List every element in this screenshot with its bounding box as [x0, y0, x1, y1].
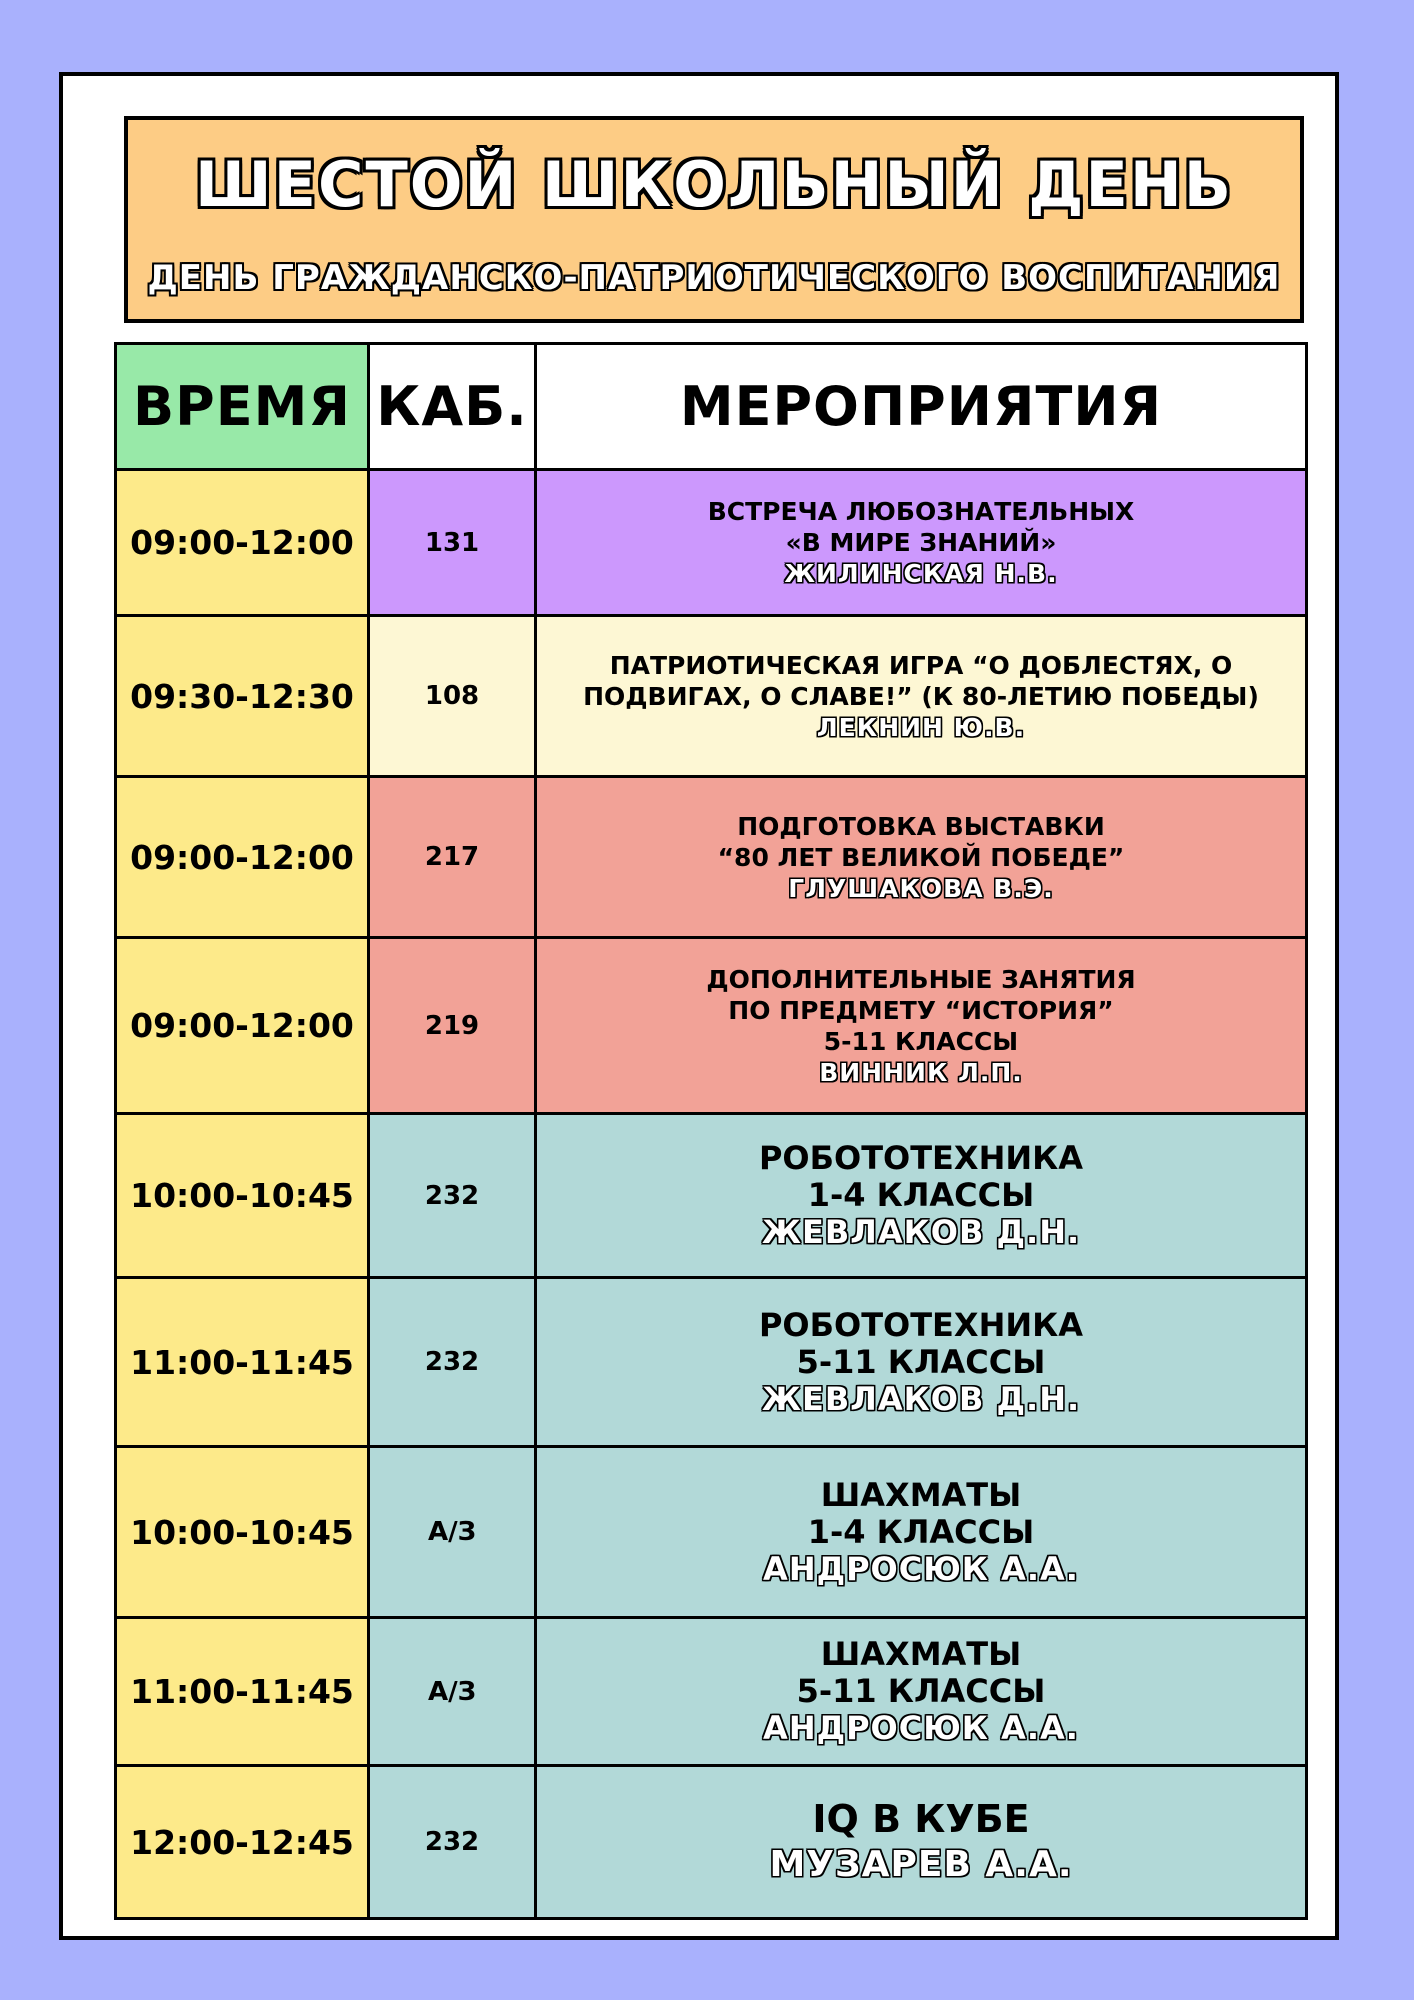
event-title-line: 5-11 КЛАССЫ — [823, 1026, 1019, 1056]
event-title-line: ШАХМАТЫ — [820, 1475, 1022, 1514]
event-teacher: ГЛУШАКОВА В.Э. — [788, 873, 1054, 903]
poster-header — [124, 116, 1304, 323]
event-teacher: ЛЕКНИН Ю.В. — [816, 712, 1026, 742]
room-cell: 217 — [369, 777, 536, 938]
event-teacher: АНДРОСЮК А.А. — [763, 1549, 1079, 1588]
event-cell — [536, 1114, 1307, 1278]
event-title-line: 1-4 КЛАССЫ — [807, 1512, 1035, 1551]
poster-title: ШЕСТОЙ ШКОЛЬНЫЙ ДЕНЬ — [195, 148, 1233, 221]
event-title-line: ПОДГОТОВКА ВЫСТАВКИ — [737, 811, 1105, 841]
room-cell: 108 — [369, 616, 536, 777]
room-cell: 232 — [369, 1278, 536, 1447]
event-cell — [536, 616, 1307, 777]
column-header-events: МЕРОПРИЯТИЯ — [536, 344, 1307, 470]
time-cell: 09:00-12:00 — [116, 470, 369, 616]
event-title-line: ШАХМАТЫ — [820, 1635, 1022, 1673]
room-cell: А/З — [369, 1618, 536, 1766]
event-title-line: “80 ЛЕТ ВЕЛИКОЙ ПОБЕДЕ” — [717, 842, 1125, 872]
time-cell: 11:00-11:45 — [116, 1618, 369, 1766]
event-cell — [536, 938, 1307, 1114]
event-title-line: ПАТРИОТИЧЕСКАЯ ИГРА “О ДОБЛЕСТЯХ, О — [609, 650, 1233, 680]
event-cell — [536, 1766, 1307, 1919]
event-teacher: ЖИЛИНСКАЯ Н.В. — [784, 559, 1058, 588]
event-cell — [536, 1447, 1307, 1618]
event-title-line: ПОДВИГАХ, О СЛАВЕ!” (К 80-ЛЕТИЮ ПОБЕДЫ) — [583, 681, 1259, 711]
event-title-line: ДОПОЛНИТЕЛЬНЫЕ ЗАНЯТИЯ — [706, 964, 1136, 994]
column-header-time: ВРЕМЯ — [116, 344, 369, 470]
room-cell: 219 — [369, 938, 536, 1114]
event-title-line: РОБОТОТЕХНИКА — [758, 1305, 1084, 1344]
room-cell: 232 — [369, 1114, 536, 1278]
time-cell: 10:00-10:45 — [116, 1114, 369, 1278]
table-header-row — [116, 344, 1307, 470]
table-row — [116, 1114, 1307, 1278]
time-cell: 09:30-12:30 — [116, 616, 369, 777]
time-cell: 09:00-12:00 — [116, 938, 369, 1114]
event-teacher: ЖЕВЛАКОВ Д.Н. — [761, 1379, 1081, 1418]
event-teacher: МУЗАРЕВ А.А. — [769, 1844, 1073, 1885]
event-title-line: ПО ПРЕДМЕТУ “ИСТОРИЯ” — [728, 995, 1114, 1025]
time-cell: 11:00-11:45 — [116, 1278, 369, 1447]
event-cell — [536, 1278, 1307, 1447]
table-row — [116, 1278, 1307, 1447]
schedule-poster — [59, 72, 1339, 1940]
table-row — [116, 1447, 1307, 1618]
room-cell: 131 — [369, 470, 536, 616]
event-title-line: 5-11 КЛАССЫ — [796, 1672, 1046, 1710]
event-title-line: РОБОТОТЕХНИКА — [758, 1139, 1084, 1177]
event-cell — [536, 777, 1307, 938]
schedule-table — [114, 342, 1308, 1920]
table-row — [116, 1766, 1307, 1919]
event-title-line: «В МИРЕ ЗНАНИЙ» — [785, 528, 1057, 557]
event-title-line: 5-11 КЛАССЫ — [796, 1342, 1046, 1381]
event-title-line: 1-4 КЛАССЫ — [807, 1176, 1035, 1214]
event-cell — [536, 470, 1307, 616]
table-row — [116, 777, 1307, 938]
event-teacher: ВИННИК Л.П. — [819, 1057, 1023, 1087]
time-cell: 10:00-10:45 — [116, 1447, 369, 1618]
poster-subtitle: ДЕНЬ ГРАЖДАНСКО-ПАТРИОТИЧЕСКОГО ВОСПИТАНИЯ — [147, 258, 1281, 298]
table-row — [116, 470, 1307, 616]
event-title-line: ВСТРЕЧА ЛЮБОЗНАТЕЛЬНЫХ — [707, 497, 1135, 526]
column-header-room: КАБ. — [369, 344, 536, 470]
event-title-line: IQ В КУБЕ — [812, 1797, 1030, 1841]
table-row — [116, 1618, 1307, 1766]
room-cell: А/З — [369, 1447, 536, 1618]
event-cell — [536, 1618, 1307, 1766]
schedule-rows — [116, 470, 1307, 1919]
event-teacher: ЖЕВЛАКОВ Д.Н. — [761, 1213, 1081, 1251]
table-row — [116, 938, 1307, 1114]
table-row — [116, 616, 1307, 777]
time-cell: 09:00-12:00 — [116, 777, 369, 938]
room-cell: 232 — [369, 1766, 536, 1919]
time-cell: 12:00-12:45 — [116, 1766, 369, 1919]
event-teacher: АНДРОСЮК А.А. — [763, 1709, 1079, 1747]
